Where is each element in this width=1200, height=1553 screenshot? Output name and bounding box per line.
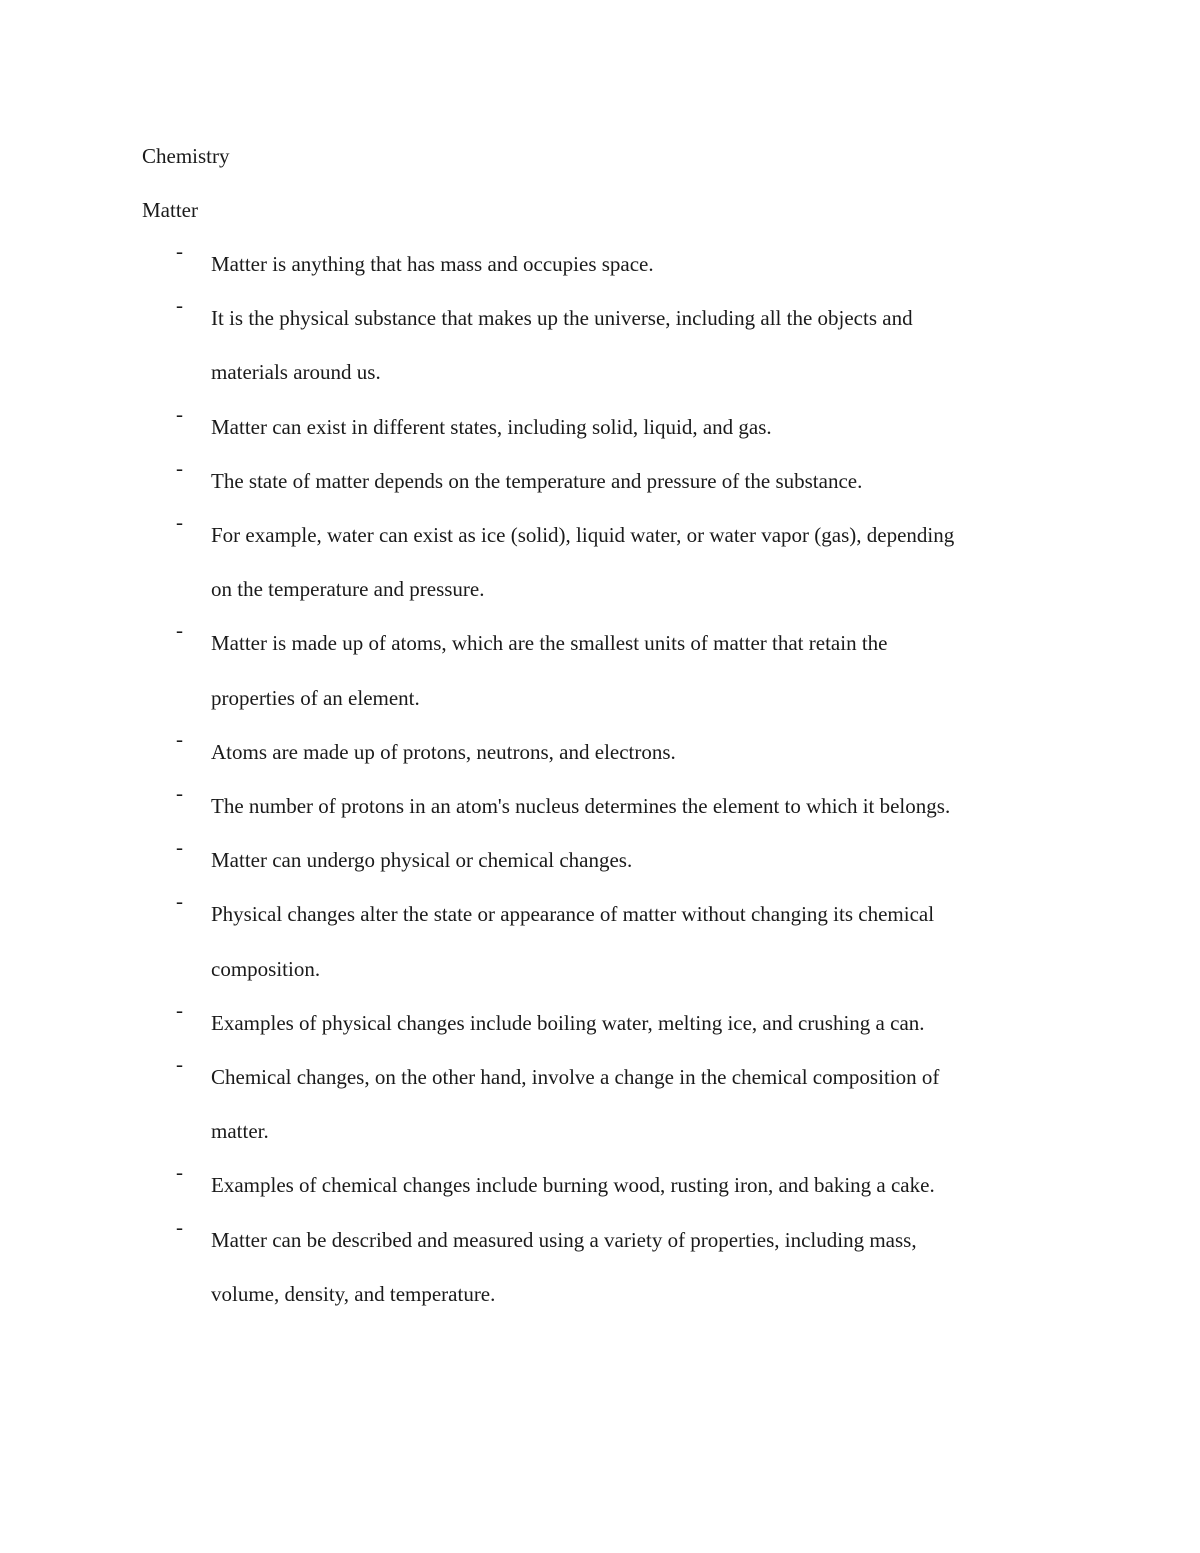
list-item-text	[211, 291, 1051, 399]
bullet-marker: -	[176, 1160, 183, 1185]
list-item-line: For example, water can exist as ice (solid), liquid water, or water vapor (gas), depending	[211, 523, 955, 548]
list-item	[0, 887, 1051, 995]
bullet-marker: -	[176, 1052, 183, 1077]
bullet-marker: -	[176, 401, 183, 426]
list-item-text	[211, 1050, 1051, 1158]
list-item-text	[211, 725, 1051, 779]
list-item-text	[211, 833, 1051, 887]
list-item-text	[211, 779, 1051, 833]
list-item-line: Examples of chemical changes include burning wood, rusting iron, and baking a cake.	[211, 1173, 935, 1198]
list-item-line: on the temperature and pressure.	[211, 577, 485, 602]
list-item	[0, 1213, 1051, 1321]
list-item	[0, 454, 1051, 508]
list-item-line: composition.	[211, 956, 321, 981]
list-item-line: Physical changes alter the state or appearance of matter without changing its chemical	[211, 902, 935, 927]
list-item-line: The state of matter depends on the temperature and pressure of the substance.	[211, 468, 863, 493]
list-item-text	[211, 1158, 1051, 1212]
list-item-line: Matter can undergo physical or chemical changes.	[211, 848, 633, 873]
list-item	[0, 237, 1051, 291]
bullet-marker: -	[176, 997, 183, 1022]
list-item-line: properties of an element.	[211, 685, 420, 710]
list-item-line: Matter can be described and measured using a variety of properties, including mass,	[211, 1227, 917, 1252]
list-item	[0, 779, 1051, 833]
list-item	[0, 1050, 1051, 1158]
list-item	[0, 725, 1051, 779]
list-item-text	[211, 996, 1051, 1050]
list-item	[0, 833, 1051, 887]
list-item-line: Examples of physical changes include boiling water, melting ice, and crushing a can.	[211, 1010, 925, 1035]
bullet-marker: -	[176, 293, 183, 318]
bullet-marker: -	[176, 510, 183, 535]
bullet-marker: -	[176, 618, 183, 643]
section-heading: Matter	[142, 198, 198, 222]
list-item-text	[211, 1213, 1051, 1321]
list-item-text	[211, 400, 1051, 454]
list-item	[0, 400, 1051, 454]
list-item-line: materials around us.	[211, 360, 381, 385]
list-item-line: Matter is made up of atoms, which are the smallest units of matter that retain the	[211, 631, 888, 656]
bullet-marker: -	[176, 726, 183, 751]
list-item-line: matter.	[211, 1119, 269, 1144]
bullet-marker: -	[176, 835, 183, 860]
list-item	[0, 1158, 1051, 1212]
list-item-line: Matter is anything that has mass and occupies space.	[211, 252, 654, 276]
list-item-text	[211, 616, 1051, 724]
list-item	[0, 508, 1051, 616]
list-item-text	[211, 237, 1051, 291]
list-item-line: It is the physical substance that makes up the universe, including all the objects and	[211, 306, 913, 331]
list-item-line: Matter can exist in different states, including solid, liquid, and gas.	[211, 414, 772, 439]
bullet-list	[0, 239, 1200, 1334]
list-item	[0, 616, 1051, 724]
list-item-line: volume, density, and temperature.	[211, 1281, 496, 1306]
list-item-text	[211, 508, 1051, 616]
document-title: Chemistry	[142, 144, 230, 168]
list-item-line: Atoms are made up of protons, neutrons, and electrons.	[211, 739, 676, 764]
bullet-marker: -	[176, 239, 183, 263]
list-item-text	[211, 887, 1051, 995]
list-item	[0, 996, 1051, 1050]
bullet-marker: -	[176, 889, 183, 914]
bullet-marker: -	[176, 1214, 183, 1239]
list-item-line: The number of protons in an atom's nucleus determines the element to which it belongs.	[211, 794, 951, 819]
list-item	[0, 291, 1051, 399]
list-item-text	[211, 454, 1051, 508]
list-item-line: Chemical changes, on the other hand, involve a change in the chemical composition of	[211, 1065, 940, 1090]
bullet-marker: -	[176, 455, 183, 480]
bullet-marker: -	[176, 781, 183, 806]
